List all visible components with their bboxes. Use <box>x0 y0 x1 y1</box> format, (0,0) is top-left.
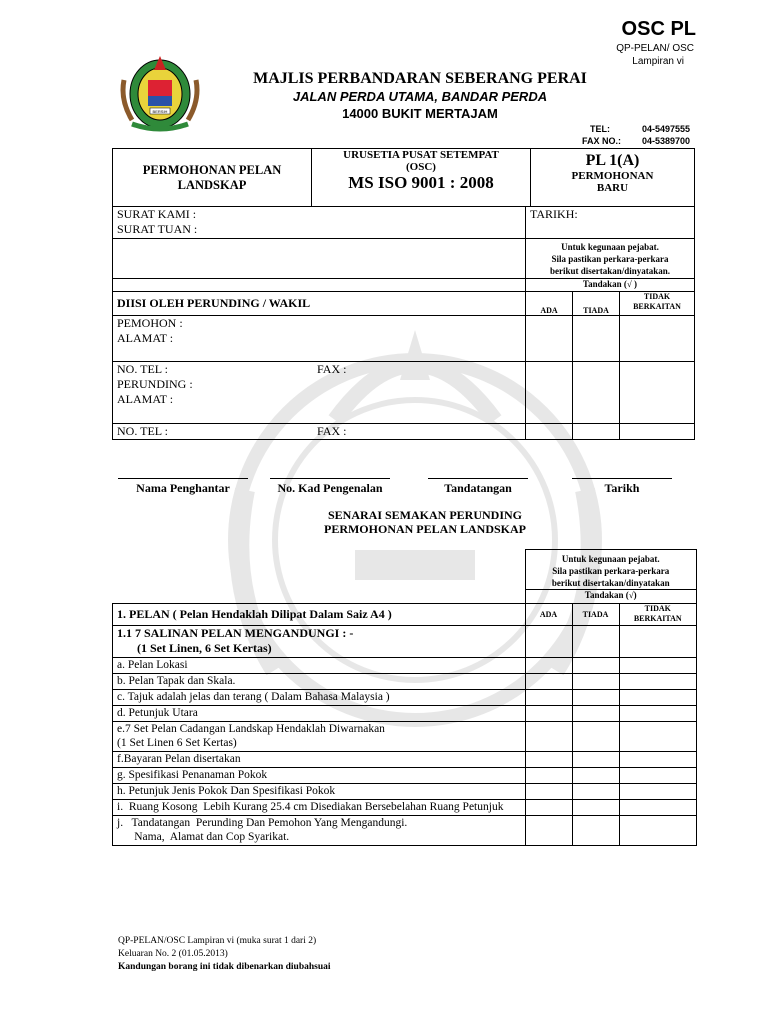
checklist-item-text <box>113 816 526 846</box>
sig-label-tarikh: Tarikh <box>604 481 640 495</box>
checklist-title-line2: PERMOHONAN PELAN LANDSKAP <box>323 522 526 536</box>
council-address-line2: 14000 BUKIT MERTAJAM <box>342 106 498 121</box>
checkbox-tiada[interactable] <box>572 706 619 722</box>
checkbox-tb[interactable] <box>619 768 697 784</box>
alamat2-label: ALAMAT : <box>117 392 174 406</box>
checklist-item-line1: e.7 Set Pelan Cadangan Landskap Hendaklah Diwarnakan <box>117 723 385 735</box>
checklist-item-text <box>113 674 526 690</box>
notel2-label: NO. TEL : <box>117 424 168 438</box>
footer-line2: Keluaran No. 2 (01.05.2013) <box>118 949 228 959</box>
council-crest-logo <box>118 50 202 132</box>
checkbox-tb[interactable] <box>619 816 697 846</box>
checklist-item-line1: a. Pelan Lokasi <box>117 659 188 671</box>
col2-tidak-line2: BERKAITAN <box>633 614 682 623</box>
office-use-box1 <box>526 239 695 279</box>
council-name: MAJLIS PERBANDARAN SEBERANG PERAI <box>253 70 587 87</box>
checkbox-ada[interactable] <box>525 752 572 768</box>
check2-tb-sub[interactable] <box>619 626 697 658</box>
sig-label-kad: No. Kad Pengenalan <box>277 481 383 495</box>
checklist-item-line2: Nama, Alamat dan Cop Syarikat. <box>117 831 290 843</box>
checkbox-tiada[interactable] <box>572 658 619 674</box>
col2-tidak-berkaitan <box>619 604 697 626</box>
pl-sub1: PERMOHONAN <box>571 170 654 182</box>
checklist-row <box>113 690 697 706</box>
lampiran-label: Lampiran vi <box>632 56 684 67</box>
check-tb-3[interactable] <box>620 424 695 440</box>
checklist-item-line1: d. Petunjuk Utara <box>117 707 198 719</box>
col2-tiada: TIADA <box>572 604 619 626</box>
notel1-label: NO. TEL : <box>117 362 168 376</box>
checklist-row <box>113 784 697 800</box>
checklist-title-line1: SENARAI SEMAKAN PERUNDING <box>327 508 522 522</box>
checkbox-tiada[interactable] <box>572 752 619 768</box>
perunding-label: PERUNDING : <box>117 377 193 391</box>
checkbox-tiada[interactable] <box>572 800 619 816</box>
checkbox-tiada[interactable] <box>572 784 619 800</box>
checkbox-tiada[interactable] <box>572 674 619 690</box>
sig-line-tandatangan[interactable] <box>428 478 528 479</box>
office-use2-line3: berikut disertakan/dinyatakan <box>551 578 670 588</box>
surat-kami-label: SURAT KAMI : <box>117 207 197 221</box>
checkbox-tiada[interactable] <box>572 722 619 752</box>
sig-label-nama: Nama Penghantar <box>136 481 230 495</box>
office-use-line3: berikut disertakan/dinyatakan. <box>549 266 671 276</box>
checklist-row <box>113 752 697 768</box>
checklist-row <box>113 816 697 846</box>
check-tiada-2[interactable] <box>573 362 620 424</box>
checklist-items <box>113 658 697 846</box>
checklist-item-text <box>113 690 526 706</box>
check-tb-1[interactable] <box>620 316 695 362</box>
checkbox-ada[interactable] <box>525 706 572 722</box>
pl-sub2: BARU <box>596 182 629 194</box>
checklist-section-heading: 1. PELAN ( Pelan Hendaklah Dilipat Dalam Saiz A4 ) <box>113 604 526 626</box>
checklist-row <box>113 674 697 690</box>
check-tb-2[interactable] <box>620 362 695 424</box>
tandakan-label2: Tandakan (√) <box>525 590 697 604</box>
checkbox-tb[interactable] <box>619 658 697 674</box>
checklist-item-text <box>113 768 526 784</box>
col2-ada: ADA <box>525 604 572 626</box>
notel2-row[interactable] <box>113 424 526 440</box>
tandakan-label1: Tandakan (√ ) <box>526 279 695 292</box>
checklist-subsection <box>113 626 526 658</box>
check2-ada-sub[interactable] <box>525 626 572 658</box>
checklist-row <box>113 706 697 722</box>
checkbox-ada[interactable] <box>525 768 572 784</box>
checkbox-ada[interactable] <box>525 674 572 690</box>
form-title-line1: PERMOHONAN PELAN <box>142 162 282 177</box>
checklist-item-text <box>113 706 526 722</box>
checklist-item-line1: j. Tandatangan Perunding Dan Pemohon Yang Mengandungi. <box>117 817 408 829</box>
checkbox-tb[interactable] <box>619 690 697 706</box>
col-ada: ADA <box>526 292 573 316</box>
checkbox-ada[interactable] <box>525 816 572 846</box>
checkbox-ada[interactable] <box>525 722 572 752</box>
checkbox-tiada[interactable] <box>572 816 619 846</box>
checkbox-ada[interactable] <box>525 690 572 706</box>
checkbox-ada[interactable] <box>525 658 572 674</box>
checkbox-tb[interactable] <box>619 784 697 800</box>
notel1-row <box>117 362 521 377</box>
form-title-cell <box>113 149 312 207</box>
checklist-row <box>113 800 697 816</box>
check-ada-3[interactable] <box>526 424 573 440</box>
tarikh-label: TARIKH: <box>530 207 578 221</box>
checklist-item-line1: c. Tajuk adalah jelas dan terang ( Dalam Bahasa Malaysia ) <box>117 691 390 703</box>
checkbox-tiada[interactable] <box>572 768 619 784</box>
checkbox-tb[interactable] <box>619 674 697 690</box>
alamat1-label: ALAMAT : <box>117 331 174 345</box>
checklist-sub2: (1 Set Linen, 6 Set Kertas) <box>137 641 272 655</box>
pl-cell <box>531 149 695 207</box>
checklist-item-line1: h. Petunjuk Jenis Pokok Dan Spesifikasi Pokok <box>117 785 336 797</box>
sig-line-tarikh[interactable] <box>572 478 672 479</box>
sig-line-nama[interactable] <box>118 478 248 479</box>
crest-banner-text: BERSIH <box>152 109 168 114</box>
col-tidak-berkaitan <box>620 292 695 316</box>
checklist-item-text <box>113 752 526 768</box>
col-tidak-line1: TIDAK <box>643 292 671 301</box>
check-ada-1[interactable] <box>526 316 573 362</box>
perunding-cell[interactable] <box>113 362 526 424</box>
office-use2-line1: Untuk kegunaan pejabat. <box>561 554 660 564</box>
checklist-row <box>113 722 697 752</box>
fax1-label: FAX : <box>317 362 347 376</box>
tel-label: TEL: <box>590 124 610 134</box>
checkbox-tb[interactable] <box>619 800 697 816</box>
checklist-item-line1: g. Spesifikasi Penanaman Pokok <box>117 769 268 781</box>
checkbox-ada[interactable] <box>525 784 572 800</box>
form-title-line2: LANDSKAP <box>177 177 247 192</box>
checklist-item-text <box>113 658 526 674</box>
tarikh-cell[interactable] <box>526 207 695 239</box>
office-use-box2 <box>525 550 697 590</box>
surat-tuan-label: SURAT TUAN : <box>117 222 198 236</box>
checklist-item-line1: b. Pelan Tapak dan Skala. <box>117 675 236 687</box>
checklist-item-text <box>113 784 526 800</box>
checklist-row <box>113 658 697 674</box>
pemohon-label: PEMOHON : <box>117 316 183 330</box>
osc-line1: URUSETIA PUSAT SETEMPAT <box>343 149 499 161</box>
check2-tiada-sub[interactable] <box>572 626 619 658</box>
details-table <box>112 206 695 440</box>
checklist-item-line1: i. Ruang Kosong Lebih Kurang 25.4 cm Disediakan Bersebelahan Ruang Petunjuk <box>117 801 504 813</box>
checkbox-tb[interactable] <box>619 722 697 752</box>
col2-tidak-line1: TIDAK <box>644 604 671 613</box>
checkbox-tiada[interactable] <box>572 690 619 706</box>
form-code: OSC PL <box>621 18 696 40</box>
checklist-table <box>112 549 697 846</box>
checkbox-ada[interactable] <box>525 800 572 816</box>
iso-certification: MS ISO 9001 : 2008 <box>348 173 494 192</box>
checklist-item-text <box>113 800 526 816</box>
office-use-line2: Sila pastikan perkara-perkara <box>551 254 669 264</box>
form-ref: QP-PELAN/ OSC <box>616 43 694 54</box>
checklist-item-line2: (1 Set Linen 6 Set Kertas) <box>117 737 237 749</box>
pl-code: PL 1(A) <box>585 152 640 169</box>
tel-value: 04-5497555 <box>641 124 690 134</box>
fax-label: FAX NO.: <box>582 136 622 146</box>
diisi-oleh-heading: DIISI OLEH PERUNDING / WAKIL <box>113 292 526 316</box>
col-tidak-line2: BERKAITAN <box>633 302 681 311</box>
fax2-label: FAX : <box>317 424 347 438</box>
council-address-line1: JALAN PERDA UTAMA, BANDAR PERDA <box>292 89 548 104</box>
sig-label-tandatangan: Tandatangan <box>444 481 512 495</box>
checklist-item-line1: f.Bayaran Pelan disertakan <box>117 753 241 765</box>
checklist-sub1: 1.1 7 SALINAN PELAN MENGANDUNGI : - <box>117 626 354 640</box>
check-tiada-3[interactable] <box>573 424 620 440</box>
surat-cell[interactable] <box>113 207 526 239</box>
fax-value: 04-5389700 <box>641 136 690 146</box>
footer-line1: QP-PELAN/OSC Lampiran vi (muka surat 1 dari 2) <box>118 936 317 946</box>
form-header-table <box>112 148 695 207</box>
check-ada-2[interactable] <box>526 362 573 424</box>
footer-line3: Kandungan borang ini tidak dibenarkan diubahsuai <box>118 962 331 972</box>
sig-line-kad[interactable] <box>270 478 390 479</box>
checklist-item-text <box>113 722 526 752</box>
checkbox-tb[interactable] <box>619 752 697 768</box>
osc-line2: (OSC) <box>406 161 436 173</box>
pemohon-cell[interactable] <box>113 316 526 362</box>
osc-cell <box>312 149 531 207</box>
col-tiada: TIADA <box>573 292 620 316</box>
checklist-row <box>113 768 697 784</box>
checkbox-tb[interactable] <box>619 706 697 722</box>
check-tiada-1[interactable] <box>573 316 620 362</box>
office-use-line1: Untuk kegunaan pejabat. <box>561 242 659 252</box>
office-use2-line2: Sila pastikan perkara-perkara <box>552 566 670 576</box>
